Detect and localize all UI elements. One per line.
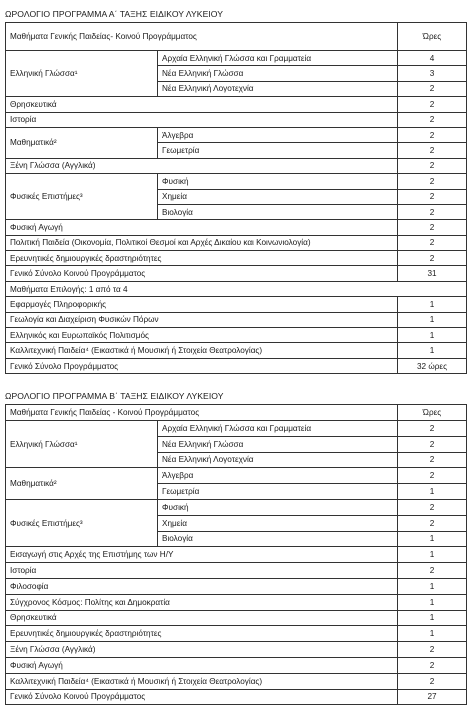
subject-name: Χημεία [158, 515, 398, 531]
elective-name: Εφαρμογές Πληροφορικής [6, 297, 398, 312]
subject-name: Νέα Ελληνική Λογοτεχνία [158, 81, 398, 96]
subject-hours: 2 [398, 81, 467, 96]
table-row [6, 578, 467, 594]
table-row [6, 626, 467, 642]
table-row [6, 594, 467, 610]
table-row [6, 297, 467, 312]
subject-hours: 2 [398, 174, 467, 189]
group-science: Φυσικές Επιστήμες³ [6, 499, 158, 546]
elective-name: Γεωλογία και Διαχείριση Φυσικών Πόρων [6, 312, 398, 327]
common-total-hours: 27 [398, 689, 467, 705]
subject-name: Νέα Ελληνική Λογοτεχνία [158, 452, 398, 468]
subject-name: Ερευνητικές δημιουργικές δραστηριότητες [6, 626, 398, 642]
subject-name: Σύγχρονος Κόσμος: Πολίτης και Δημοκρατία [6, 594, 398, 610]
subject-hours: 2 [398, 204, 467, 219]
subject-hours: 2 [398, 452, 467, 468]
timetable-a [5, 22, 467, 374]
subject-hours: 2 [398, 436, 467, 452]
subject-name: Χημεία [158, 189, 398, 204]
subject-hours: 3 [398, 66, 467, 81]
table-header-row [6, 405, 467, 421]
table-row [6, 673, 467, 689]
subject-hours: 2 [398, 158, 467, 173]
subject-hours: 1 [398, 610, 467, 626]
subject-hours: 2 [398, 127, 467, 142]
subject-name: Ερευνητικές δημιουργικές δραστηριότητες [6, 251, 398, 266]
subject-hours: 2 [398, 112, 467, 127]
subject-name: Φυσική Αγωγή [6, 657, 398, 673]
elective-hours: 1 [398, 297, 467, 312]
table-a-title: ΩΡΟΛΟΓΙΟ ΠΡΟΓΡΑΜΜΑ Α΄ ΤΑΞΗΣ ΕΙΔΙΚΟΥ ΛΥΚΕΙΟΥ [5, 9, 224, 19]
subject-hours: 1 [398, 547, 467, 563]
subject-hours: 1 [398, 531, 467, 547]
table-row [6, 547, 467, 563]
subject-name: Βιολογία [158, 531, 398, 547]
table-row [6, 343, 467, 358]
elective-name: Καλλιτεχνική Παιδεία⁴ (Εικαστικά ή Μουσική ή Στοιχεία Θεατρολογίας) [6, 343, 398, 358]
table-row [6, 312, 467, 327]
grand-total-label: Γενικό Σύνολο Προγράμματος [6, 358, 398, 373]
subject-name: Νέα Ελληνική Γλώσσα [158, 66, 398, 81]
group-greek: Ελληνική Γλώσσα¹ [6, 51, 158, 97]
common-total-label: Γενικό Σύνολο Κοινού Προγράμματος [6, 689, 398, 705]
table-row [6, 51, 467, 66]
subject-hours: 2 [398, 563, 467, 579]
subject-name: Φυσική Αγωγή [6, 220, 398, 235]
subject-name: Εισαγωγή στις Αρχές της Επιστήμης των Η/Υ [6, 547, 398, 563]
subject-hours: 2 [398, 657, 467, 673]
table-row [6, 468, 467, 484]
table-row [6, 358, 467, 373]
subject-name: Γεωμετρία [158, 143, 398, 158]
subject-name: Βιολογία [158, 204, 398, 219]
subject-name: Αρχαία Ελληνική Γλώσσα και Γραμματεία [158, 51, 398, 66]
table-row [6, 97, 467, 112]
subject-hours: 2 [398, 673, 467, 689]
table-row [6, 689, 467, 705]
elective-hours: 1 [398, 343, 467, 358]
subject-hours: 4 [398, 51, 467, 66]
header-subjects: Μαθήματα Γενικής Παιδείας- Κοινού Προγράμματος [6, 23, 398, 51]
subject-hours: 2 [398, 499, 467, 515]
header-hours: Ώρες [398, 23, 467, 51]
elective-hours: 1 [398, 312, 467, 327]
table-row [6, 266, 467, 281]
table-row [6, 220, 467, 235]
group-greek: Ελληνική Γλώσσα¹ [6, 421, 158, 468]
subject-name: Άλγεβρα [158, 127, 398, 142]
subject-hours: 2 [398, 97, 467, 112]
elective-name: Ελληνικός και Ευρωπαϊκός Πολιτισμός [6, 328, 398, 343]
group-math: Μαθηματικά² [6, 468, 158, 500]
table-row [6, 499, 467, 515]
subject-name: Φυσική [158, 174, 398, 189]
table-b-title: ΩΡΟΛΟΓΙΟ ΠΡΟΓΡΑΜΜΑ Β΄ ΤΑΞΗΣ ΕΙΔΙΚΟΥ ΛΥΚΕΙΟΥ [5, 391, 224, 402]
table-row [6, 610, 467, 626]
subject-name: Νέα Ελληνική Γλώσσα [158, 436, 398, 452]
subject-name: Καλλιτεχνική Παιδεία⁴ (Εικαστικά ή Μουσική ή Στοιχεία Θεατρολογίας) [6, 673, 398, 689]
table-row [6, 251, 467, 266]
common-total-hours: 31 [398, 266, 467, 281]
subject-name: Ξένη Γλώσσα (Αγγλικά) [6, 642, 398, 658]
subject-hours: 2 [398, 468, 467, 484]
subject-hours: 2 [398, 220, 467, 235]
grand-total-hours: 32 ώρες [398, 358, 467, 373]
group-math: Μαθηματικά² [6, 127, 158, 158]
subject-name: Φιλοσοφία [6, 578, 398, 594]
subject-name: Φυσική [158, 499, 398, 515]
table-row [6, 563, 467, 579]
subject-name: Ιστορία [6, 563, 398, 579]
subject-name: Ξένη Γλώσσα (Αγγλικά) [6, 158, 398, 173]
group-science: Φυσικές Επιστήμες³ [6, 174, 158, 220]
subject-hours: 2 [398, 251, 467, 266]
table-row [6, 127, 467, 142]
subject-hours: 2 [398, 143, 467, 158]
subject-hours: 1 [398, 594, 467, 610]
subject-hours: 2 [398, 421, 467, 437]
header-subjects: Μαθήματα Γενικής Παιδείας - Κοινού Προγράμματος [6, 405, 398, 421]
table-row [6, 158, 467, 173]
electives-header: Μαθήματα Επιλογής: 1 από τα 4 [6, 281, 467, 296]
subject-name: Γεωμετρία [158, 484, 398, 500]
table-row [6, 421, 467, 437]
common-total-label: Γενικό Σύνολο Κοινού Προγράμματος [6, 266, 398, 281]
subject-hours: 2 [398, 235, 467, 250]
subject-name: Πολιτική Παιδεία (Οικονομία, Πολιτικοί Θεσμοί και Αρχές Δικαίου και Κοινωνιολογία) [6, 235, 398, 250]
subject-name: Θρησκευτικά [6, 610, 398, 626]
subject-hours: 1 [398, 484, 467, 500]
table-row [6, 281, 467, 296]
elective-hours: 1 [398, 328, 467, 343]
subject-name: Ιστορία [6, 112, 398, 127]
table-row [6, 174, 467, 189]
table-row [6, 328, 467, 343]
subject-name: Θρησκευτικά [6, 97, 398, 112]
subject-name: Αρχαία Ελληνική Γλώσσα και Γραμματεία [158, 421, 398, 437]
table-row [6, 112, 467, 127]
subject-hours: 2 [398, 515, 467, 531]
table-row [6, 657, 467, 673]
subject-hours: 1 [398, 578, 467, 594]
table-row [6, 642, 467, 658]
table-header-row [6, 23, 467, 51]
subject-hours: 1 [398, 626, 467, 642]
subject-hours: 2 [398, 189, 467, 204]
subject-hours: 2 [398, 642, 467, 658]
subject-name: Άλγεβρα [158, 468, 398, 484]
table-row [6, 235, 467, 250]
timetable-b [5, 404, 467, 705]
header-hours: Ώρες [398, 405, 467, 421]
